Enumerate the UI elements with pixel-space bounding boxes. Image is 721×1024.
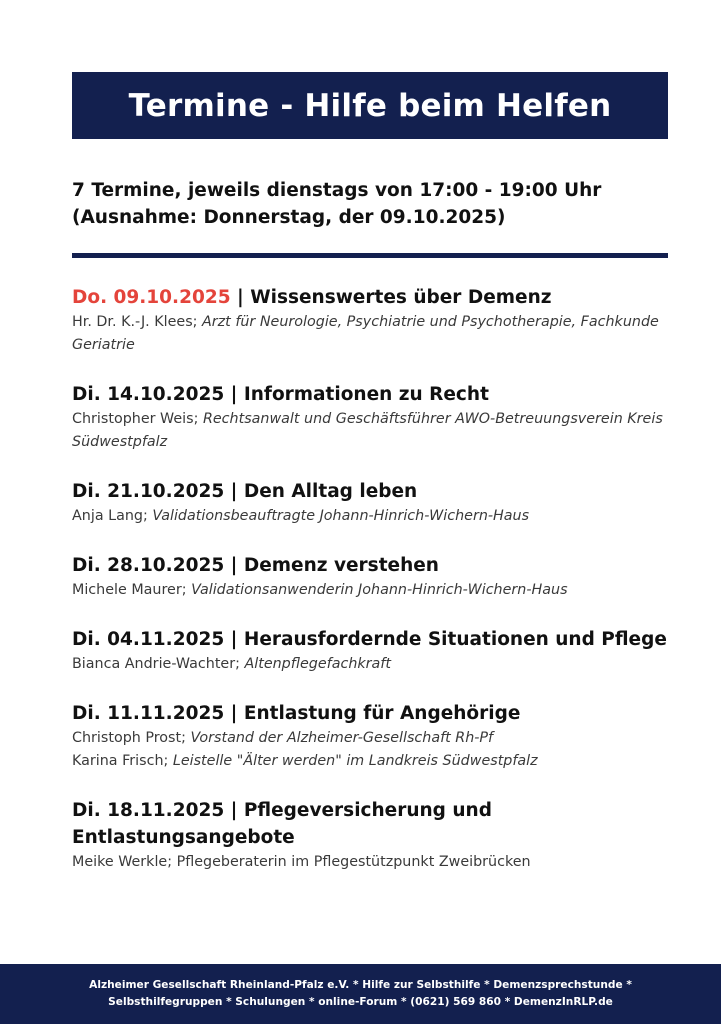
- event-separator: |: [224, 555, 244, 576]
- event-separator: |: [224, 384, 244, 405]
- event-date: Di. 14.10.2025: [72, 384, 225, 405]
- speaker-role: Rechtsanwalt und Geschäftsführer AWO-Betreuungsverein Kreis Südwestpfalz: [72, 411, 663, 450]
- event-date: Do. 09.10.2025: [72, 287, 231, 308]
- event-item: [72, 626, 672, 676]
- event-heading: [72, 381, 672, 408]
- event-separator: |: [230, 287, 251, 308]
- page-title: Termine - Hilfe beim Helfen: [128, 87, 612, 124]
- event-heading: [72, 797, 672, 851]
- event-speaker: [72, 653, 672, 676]
- speaker-name: Bianca Andrie-Wachter;: [72, 656, 240, 672]
- event-date: Di. 21.10.2025: [72, 481, 225, 502]
- event-topic: Wissenswertes über Demenz: [250, 287, 552, 308]
- intro-text: [72, 177, 672, 231]
- event-separator: |: [224, 629, 244, 650]
- event-item: [72, 478, 672, 528]
- event-item: [72, 381, 672, 454]
- event-separator: |: [224, 703, 244, 724]
- event-item: [72, 552, 672, 602]
- speaker-name: Meike Werkle; Pflegeberaterin im Pflegestützpunkt Zweibrücken: [72, 854, 531, 870]
- event-date: Di. 28.10.2025: [72, 555, 225, 576]
- divider: [72, 253, 668, 258]
- speaker-name: Karina Frisch;: [72, 753, 169, 769]
- event-speaker: [72, 408, 672, 454]
- event-speaker: [72, 579, 672, 602]
- event-speaker: [72, 311, 672, 357]
- event-separator: |: [224, 800, 244, 821]
- event-speaker: [72, 727, 672, 750]
- event-topic: Informationen zu Recht: [243, 384, 489, 405]
- event-item: [72, 797, 672, 874]
- speaker-name: Anja Lang;: [72, 508, 148, 524]
- event-speaker: [72, 851, 672, 874]
- event-date: Di. 18.11.2025: [72, 800, 225, 821]
- event-topic: Den Alltag leben: [243, 481, 418, 502]
- event-topic: Entlastung für Angehörige: [243, 703, 521, 724]
- event-speaker: [72, 505, 672, 528]
- event-heading: [72, 626, 672, 653]
- title-banner: [72, 72, 668, 139]
- event-speaker: [72, 750, 672, 773]
- speaker-name: Hr. Dr. K.-J. Klees;: [72, 314, 198, 330]
- intro-line-2: (Ausnahme: Donnerstag, der 09.10.2025): [72, 207, 506, 228]
- speaker-role: Validationsbeauftragte Johann-Hinrich-Wichern-Haus: [152, 508, 530, 524]
- event-topic: Pflegeversicherung und Entlastungsangebote: [72, 800, 492, 848]
- footer-line-1: Alzheimer Gesellschaft Rheinland-Pfalz e.V. * Hilfe zur Selbsthilfe * Demenzsprechstunde *: [89, 979, 632, 991]
- speaker-role: Vorstand der Alzheimer-Gesellschaft Rh-Pf: [190, 730, 494, 746]
- speaker-role: Arzt für Neurologie, Psychiatrie und Psychotherapie, Fachkunde Geriatrie: [72, 314, 659, 353]
- speaker-name: Christoph Prost;: [72, 730, 186, 746]
- speaker-role: Altenpflegefachkraft: [244, 656, 391, 672]
- event-date: Di. 11.11.2025: [72, 703, 225, 724]
- event-heading: [72, 478, 672, 505]
- speaker-name: Michele Maurer;: [72, 582, 187, 598]
- event-heading: [72, 552, 672, 579]
- event-topic: Demenz verstehen: [243, 555, 439, 576]
- event-separator: |: [224, 481, 244, 502]
- event-heading: [72, 284, 672, 311]
- footer-bar: [0, 964, 721, 1024]
- speaker-name: Christopher Weis;: [72, 411, 199, 427]
- event-list: [72, 284, 672, 874]
- speaker-role: Leistelle "Älter werden" im Landkreis Südwestpfalz: [172, 753, 538, 769]
- event-item: [72, 700, 672, 773]
- intro-line-1: 7 Termine, jeweils dienstags von 17:00 - 19:00 Uhr: [72, 180, 602, 201]
- event-date: Di. 04.11.2025: [72, 629, 225, 650]
- event-item: [72, 284, 672, 357]
- speaker-role: Validationsanwenderin Johann-Hinrich-Wichern-Haus: [191, 582, 568, 598]
- event-topic: Herausfordernde Situationen und Pflege: [243, 629, 667, 650]
- footer-line-2: Selbsthilfegruppen * Schulungen * online-Forum * (0621) 569 860 * DemenzInRLP.de: [108, 996, 613, 1008]
- event-heading: [72, 700, 672, 727]
